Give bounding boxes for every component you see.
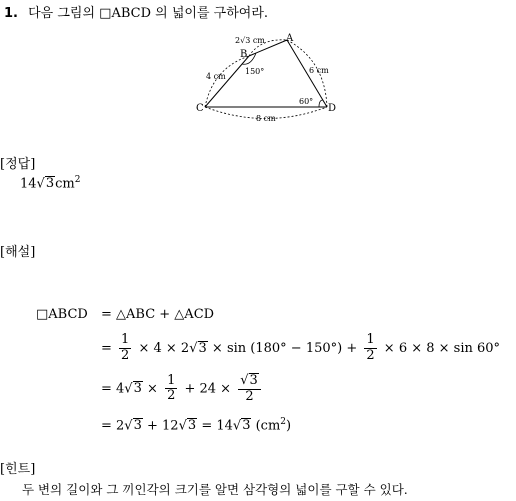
radicand: 3	[133, 418, 142, 434]
label-ad: 6 cm	[309, 66, 329, 75]
angle-b-label: 150°	[245, 67, 265, 76]
answer-value: $14√3cm^2$	[20, 175, 81, 192]
answer-unit: cm	[55, 176, 75, 192]
term: × 4 × 2	[138, 340, 190, 356]
vertex-d: D	[328, 103, 337, 114]
vertex-c: C	[196, 103, 204, 114]
solution-line-2: = $\frac{1}{2}$ × 4 × 2√3 × sin (180° − 150°) + $\frac{1}{2}$ × 6 × 8 × sin 60°	[101, 332, 501, 363]
solution-lhs: □ABCD	[36, 307, 88, 322]
hint-header: [힌트]	[0, 462, 36, 477]
frac-num: 1	[167, 372, 176, 388]
question-number: 1.	[4, 6, 18, 21]
vertex-b: B	[240, 49, 248, 60]
answer-coef: 14	[20, 176, 37, 192]
unit: (cm	[255, 418, 281, 434]
frac-num: 1	[366, 332, 375, 347]
fraction	[165, 374, 177, 405]
angle-d-arc	[319, 100, 323, 107]
angle-d-label: 60°	[299, 97, 314, 106]
frac-den: 2	[167, 388, 176, 404]
solution-line-3: = 4√3 × $\frac{1}{2}$ + 24 × $\frac{√3}{2}$	[101, 373, 264, 405]
fraction	[364, 333, 376, 364]
frac-num: 1	[121, 332, 130, 347]
radicand: 3	[198, 340, 207, 356]
answer-unit-exp: 2	[74, 175, 81, 185]
answer-header: [정답]	[0, 157, 36, 172]
term: + 24 ×	[184, 381, 232, 397]
radicand: 3	[242, 418, 251, 434]
term: = 4	[101, 381, 125, 397]
fraction	[238, 373, 261, 405]
fraction	[119, 333, 131, 364]
eq: =	[101, 340, 112, 356]
radicand: 3	[187, 418, 197, 434]
hint-text: 두 변의 길이와 그 끼인각의 크기를 알면 삼각형의 넓이를 구할 수 있다.	[22, 482, 408, 497]
term: + 12	[147, 418, 179, 434]
quadrilateral-figure	[195, 30, 345, 126]
question	[4, 2, 268, 21]
label-ab: 2√3 cm	[235, 36, 265, 45]
label-cd: 8 cm	[256, 114, 276, 123]
term: = 2	[101, 418, 125, 434]
term: × sin (180° − 150°) +	[211, 340, 358, 356]
vertex-a: A	[286, 33, 294, 44]
unit-exp: 2	[280, 417, 287, 427]
term: = 14	[201, 418, 233, 434]
unit-close: )	[286, 418, 292, 434]
solution-line-1: = △ABC + △ACD	[101, 307, 215, 322]
frac-den: 2	[245, 388, 254, 404]
radicand: 3	[249, 373, 258, 388]
radicand: 3	[133, 381, 142, 397]
frac-num: √3	[238, 373, 261, 390]
answer-radicand: 3	[45, 176, 55, 192]
side-bc	[205, 56, 249, 107]
question-text: 다음 그림의 □ABCD 의 넓이를 구하여라.	[28, 6, 269, 21]
frac-den: 2	[121, 347, 130, 363]
term: ×	[147, 381, 158, 397]
term: × 6 × 8 × sin 60°	[383, 340, 501, 356]
solution-line-4: = 2√3 + 12√3 = 14√3 $(cm^2)$	[101, 417, 292, 434]
label-bc: 4 cm	[206, 72, 226, 81]
solution-header: [해설]	[0, 245, 36, 260]
frac-den: 2	[366, 347, 375, 363]
